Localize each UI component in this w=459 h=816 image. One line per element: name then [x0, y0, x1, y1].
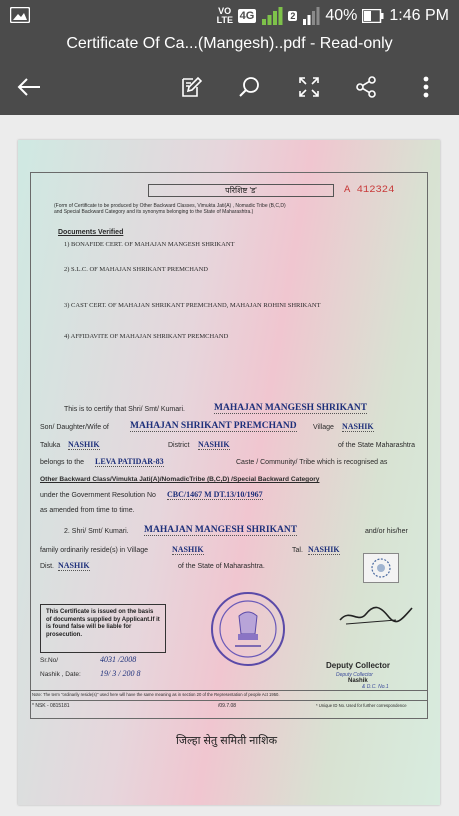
- person-name: MAHAJAN MANGESH SHRIKANT: [214, 403, 368, 413]
- document-title: Certificate Of Ca...(Mangesh)..pdf - Read-only: [66, 35, 393, 52]
- state-line: of the State of Maharashtra.: [178, 563, 265, 570]
- fullscreen-icon: [298, 76, 320, 98]
- share-button[interactable]: [349, 70, 383, 104]
- footer-right-note: * Unique ID No. Used for further correspondence: [316, 703, 407, 708]
- son-prefix: Son/ Daughter/Wife of: [40, 424, 109, 431]
- family-prefix: family ordinarily reside(s) in Village: [40, 547, 149, 554]
- footer-divider-2: [30, 700, 428, 701]
- document-item-1: 1) BONAFIDE CERT. OF MAHAJAN MANGESH SHRIKANT: [64, 241, 235, 248]
- resolution-prefix: under the Government Resolution No: [40, 492, 156, 499]
- share-icon: [354, 75, 378, 99]
- para2-name: MAHAJAN MANGESH SHRIKANT: [144, 525, 298, 535]
- para2-suffix: and/or his/her: [365, 528, 408, 535]
- certificate-title: परिशिष्ट 'ड': [148, 184, 334, 197]
- footer-date: /09.7.08: [218, 703, 237, 709]
- app-bar: [0, 32, 459, 115]
- family-village: NASHIK: [172, 545, 204, 554]
- para2-prefix: 2. Shri/ Smt/ Kumari.: [64, 528, 129, 535]
- dc-stamp-line-1: Deputy Collector: [336, 672, 373, 678]
- small-stamp: [363, 553, 399, 583]
- pdf-page[interactable]: [18, 140, 440, 805]
- prosecution-notice: This Certificate is issued on the basis of documents supplied by Applicant.If it is found false will be liable for prosecution.: [40, 604, 166, 653]
- parent-name: MAHAJAN SHRIKANT PREMCHAND: [130, 421, 297, 431]
- date-value: 19/ 3 / 200 8: [100, 669, 141, 678]
- back-arrow-icon: [16, 77, 42, 97]
- serial-number: A 412324: [344, 184, 395, 196]
- emblem-seal: [211, 592, 285, 666]
- belongs-prefix: belongs to the: [40, 459, 84, 466]
- tal-value: NASHIK: [308, 545, 340, 554]
- form-note-2: and Special Backward Category and its synonyms belonging to the State of Maharashtra.): [54, 209, 254, 215]
- pdf-viewer[interactable]: [0, 115, 459, 816]
- category-text: Other Backward Class/Vimukta Jati(A)/NomadicTribe (B,C,D) /Special Backward Category: [40, 476, 320, 483]
- edit-icon: [179, 75, 203, 99]
- signal-sim1-icon: [261, 7, 283, 25]
- footer-note: Note: The term "ordinarily reside(s)" used here will have the same meaning as in section 20 of the Representation of people Act 1950.: [32, 692, 280, 697]
- officer-signature: [336, 602, 416, 630]
- taluka-label: Taluka: [40, 442, 61, 449]
- form-note-1: (Form of Certificate to be produced by Other Backward Classes, Vimukta Jati(A) , Nomadic Tribe (B,C,D): [54, 203, 286, 209]
- document-item-2: 2) S.L.C. OF MAHAJAN SHRIKANT PREMCHAND: [64, 266, 208, 273]
- volte-indicator: VO LTE: [216, 6, 234, 25]
- amended-text: as amended from time to time.: [40, 507, 135, 514]
- district-setu-committee: जिल्हा सेतु समिती नाशिक: [176, 735, 278, 747]
- tal-label: Tal.: [292, 547, 303, 554]
- district-value: NASHIK: [198, 440, 230, 449]
- search-icon: [237, 75, 261, 99]
- state-suffix: of the State Maharashtra: [338, 442, 416, 449]
- sr-label: Sr.No/: [40, 657, 59, 664]
- resolution-value: CBC/1467 M DT.13/10/1967: [167, 490, 263, 499]
- more-options-button[interactable]: [409, 70, 443, 104]
- edit-button[interactable]: [174, 70, 208, 104]
- village-value: NASHIK: [342, 422, 374, 431]
- sr-value: 4031 /2008: [100, 655, 137, 664]
- caste-value: LEVA PATIDAR-83: [95, 457, 164, 466]
- dc-stamp-line-3: & D.C. No.1: [362, 684, 389, 690]
- date-label: Nashik , Date:: [40, 671, 81, 678]
- fullscreen-button[interactable]: [292, 70, 326, 104]
- document-item-3: 3) CAST CERT. OF MAHAJAN SHRIKANT PREMCHAND, MAHAJAN ROHINI SHRIKANT: [64, 302, 321, 309]
- dist-value: NASHIK: [58, 561, 90, 570]
- toolbar: [0, 70, 459, 104]
- clock: 1:46 PM: [389, 7, 449, 24]
- gallery-notification-icon: [10, 7, 30, 23]
- certify-prefix: This is to certify that Shri/ Smt/ Kumari.: [64, 406, 185, 413]
- dist-label: Dist.: [40, 563, 54, 570]
- network-type-badge: 4G: [239, 10, 255, 22]
- status-bar: [0, 0, 459, 32]
- taluka-value: NASHIK: [68, 440, 100, 449]
- dc-stamp-line-2: Nashik: [348, 678, 368, 684]
- district-label: District: [168, 442, 190, 449]
- deputy-collector-label: Deputy Collector: [326, 661, 391, 670]
- footer-left-code: * NSK - 0815181: [32, 703, 70, 709]
- document-item-4: 4) AFFIDAVITE OF MAHAJAN SHRIKANT PREMCHAND: [64, 333, 229, 340]
- documents-heading: Documents Verified: [58, 229, 124, 236]
- search-button[interactable]: [232, 70, 266, 104]
- sim2-badge: 2: [290, 11, 296, 21]
- back-button[interactable]: [12, 70, 46, 104]
- more-vert-icon: [423, 76, 429, 98]
- footer-divider-1: [30, 690, 428, 691]
- signal-sim2-icon: [302, 7, 320, 25]
- battery-icon: [362, 9, 384, 23]
- battery-percent: 40%: [325, 7, 358, 24]
- village-label: Village: [313, 424, 334, 431]
- caste-suffix: Caste / Community/ Tribe which is recognised as: [236, 459, 388, 466]
- status-right: [217, 5, 449, 27]
